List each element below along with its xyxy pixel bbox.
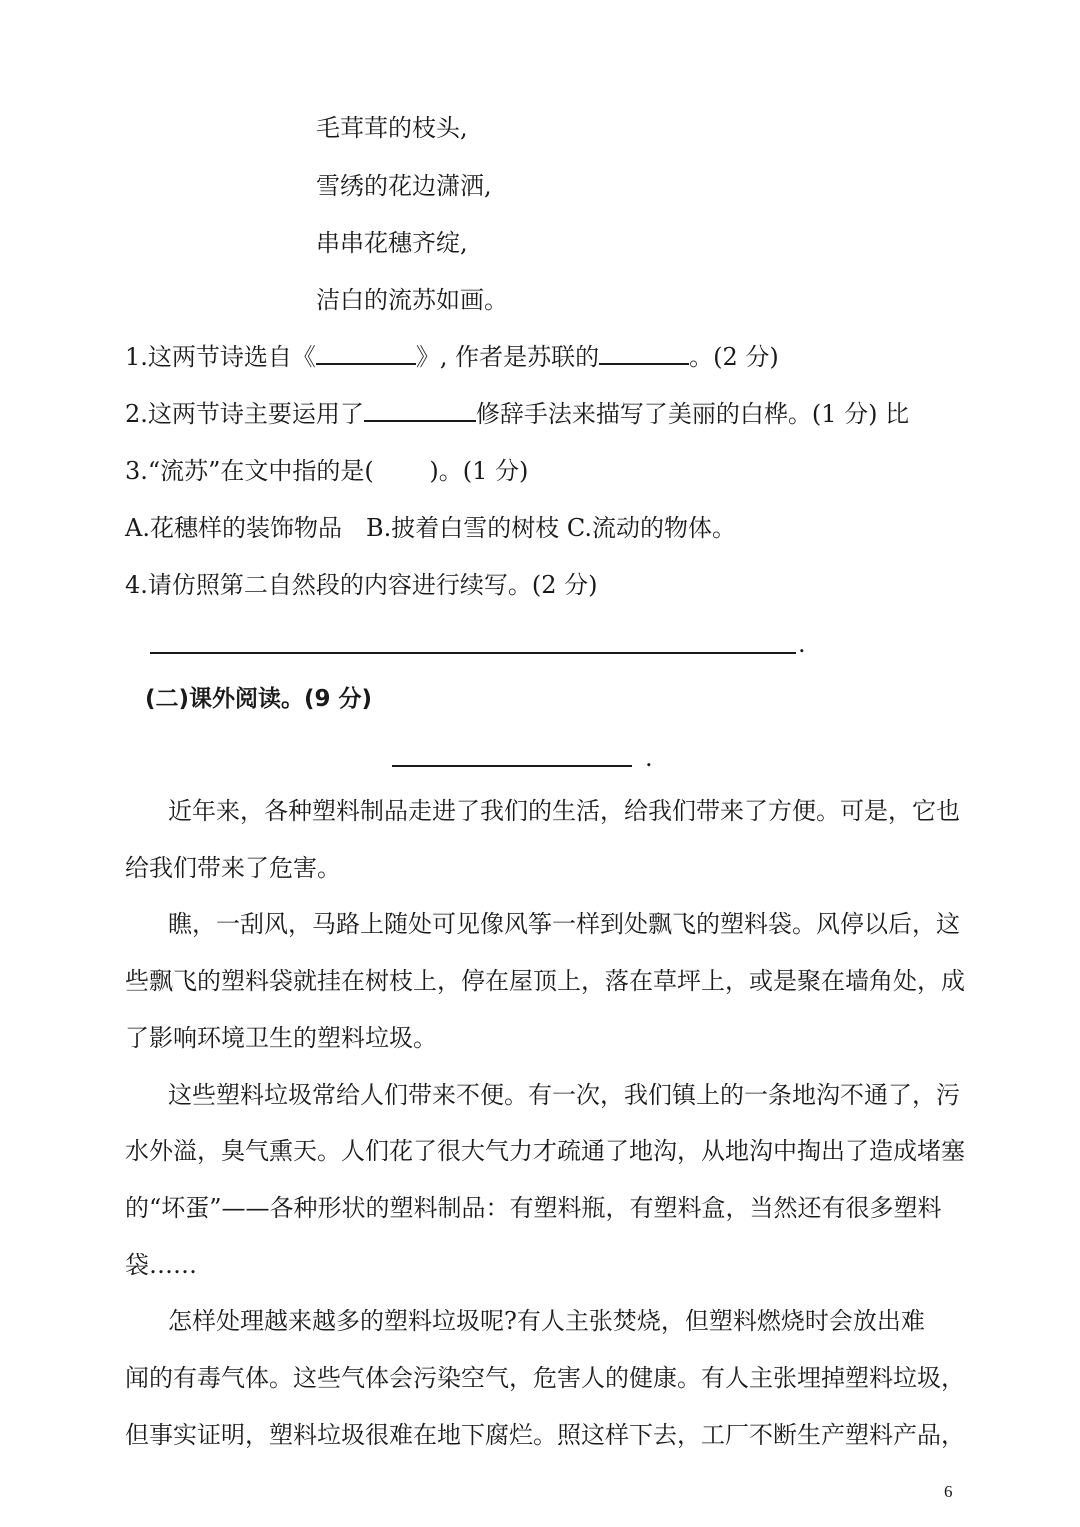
paragraph-4-line-2: 闻的有毒气体。这些气体会污染空气，危害人的健康。有人主张埋掉塑料垃圾， (125, 1364, 965, 1392)
paragraph-3-line-1: 这些塑料垃圾常给人们带来不便。有一次，我们镇上的一条地沟不通了，污 (168, 1081, 960, 1109)
paragraph-1-line-1: 近年来，各种塑料制品走进了我们的生活，给我们带来了方便。可是，它也 (168, 797, 960, 825)
answer-blank-2[interactable] (364, 398, 476, 422)
question-1-text-a: 1.这两节诗选自《 (125, 343, 316, 371)
answer-blank-1a[interactable] (316, 341, 416, 365)
question-3: 3.“流苏”在文中指的是( )。(1 分) (125, 457, 529, 485)
poem-line-2: 雪绣的花边潇洒, (316, 172, 492, 200)
paragraph-1-line-2: 给我们带来了危害。 (125, 854, 341, 882)
poem-line-4: 洁白的流苏如画。 (316, 286, 508, 314)
paragraph-3-line-3: 的“坏蛋”——各种形状的塑料制品：有塑料瓶，有塑料盒，当然还有很多塑料 (125, 1194, 942, 1222)
paragraph-2-line-1: 瞧，一刮风，马路上随处可见像风筝一样到处飘飞的塑料袋。风停以后，这 (168, 910, 960, 938)
paragraph-2-line-2: 些飘飞的塑料袋就挂在树枝上，停在屋顶上，落在草坪上，或是聚在墙角处，成 (125, 967, 965, 995)
answer-blank-1b[interactable] (599, 341, 689, 365)
poem-line-3: 串串花穗齐绽, (316, 229, 468, 257)
question-2-text-a: 2.这两节诗主要运用了 (125, 400, 364, 428)
answer-line-4-end: . (798, 630, 806, 658)
question-1-text-c: 。(2 分) (689, 343, 779, 371)
question-2 (125, 398, 909, 430)
passage-title-end: . (645, 744, 653, 772)
page-number: 6 (944, 1482, 953, 1501)
question-1-text-b: 》, 作者是苏联的 (415, 343, 600, 371)
paragraph-2-line-3: 了影响环境卫生的塑料垃圾。 (125, 1024, 437, 1052)
passage-title-blank[interactable] (392, 765, 632, 767)
question-3-options: A.花穗样的装饰物品 B.披着白雪的树枝 C.流动的物体。 (125, 514, 736, 542)
section-heading: (二)课外阅读。(9 分) (145, 686, 373, 712)
paragraph-4-line-1: 怎样处理越来越多的塑料垃圾呢?有人主张焚烧，但塑料燃烧时会放出难 (168, 1307, 925, 1335)
question-1 (125, 341, 779, 373)
paragraph-3-line-4: 袋…… (125, 1251, 197, 1279)
paragraph-4-line-3: 但事实证明，塑料垃圾很难在地下腐烂。照这样下去，工厂不断生产塑料产品， (125, 1421, 965, 1449)
question-2-text-b: 修辞手法来描写了美丽的白桦。(1 分) 比 (475, 400, 910, 428)
question-4: 4.请仿照第二自然段的内容进行续写。(2 分) (125, 571, 598, 599)
poem-line-1: 毛茸茸的枝头, (316, 114, 468, 142)
answer-line-4[interactable] (150, 652, 796, 654)
paragraph-3-line-2: 水外溢，臭气熏天。人们花了很大气力才疏通了地沟，从地沟中掏出了造成堵塞 (125, 1137, 965, 1165)
